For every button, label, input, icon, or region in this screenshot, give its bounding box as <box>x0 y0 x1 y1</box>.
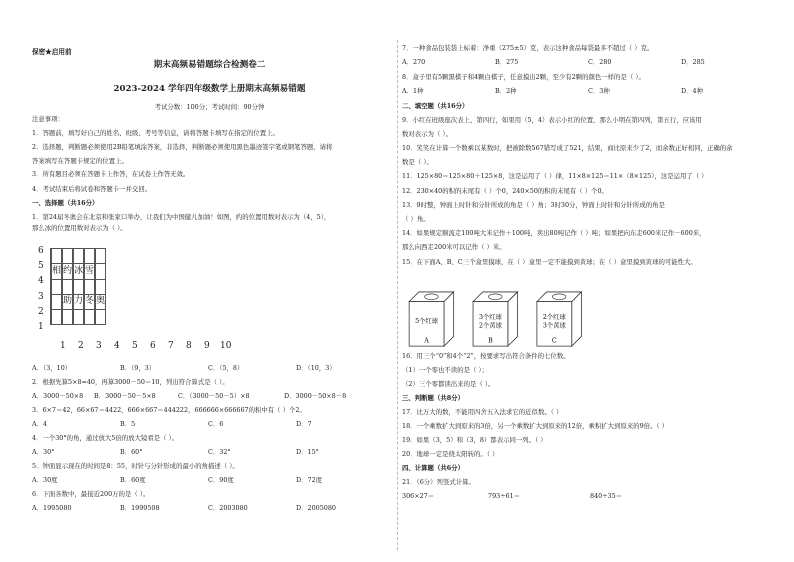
x-axis-label: 8 <box>186 341 192 351</box>
option[interactable]: C．32° <box>208 448 231 456</box>
option[interactable]: D．72度 <box>296 476 323 484</box>
box-c-content: 3个黄球 <box>542 322 566 330</box>
box-b-content: 2个黄球 <box>479 322 502 330</box>
grid-char: 奥 <box>96 294 106 309</box>
x-axis-label: 3 <box>96 341 102 351</box>
section-heading: 一、选择题（共16分） <box>32 199 99 207</box>
exam-title: 期末高频易错题综合检测卷二 <box>153 60 266 70</box>
question-text: 14．如果规定顺流走100吨大米记作＋100吨，卖出80吨记作（ ）吨；如果把向东走600米记作－600米， <box>402 229 706 237</box>
option[interactable]: A．1种 <box>402 87 424 95</box>
box-b-label: B <box>488 337 493 345</box>
option[interactable]: A．3000－50×8 <box>32 392 84 400</box>
question-text: 15．在下面A、B、C三个盒里摸球，在（ ）盒里一定不能摸到黄球；在（ ）盒里摸到黄球的可能性大。 <box>402 258 697 266</box>
confidential-label: 保密★启用前 <box>32 48 72 56</box>
option[interactable]: B．3000－50－5×8 <box>94 392 156 400</box>
question-text: 3．6×7＝42，66×67＝4422，666×667＝444222，666666×666667的积中有（ ）个2。 <box>32 406 306 414</box>
q1-options <box>32 364 387 372</box>
x-axis-label: 10 <box>220 341 232 351</box>
option[interactable]: D．7 <box>296 420 312 428</box>
box-a-label: A <box>424 337 429 345</box>
q7-options <box>402 58 774 66</box>
option[interactable]: D．4种 <box>681 87 703 95</box>
option[interactable]: A．4 <box>32 420 48 428</box>
y-axis-label: 3 <box>38 292 44 302</box>
y-axis-label: 5 <box>38 261 44 271</box>
option[interactable]: C．（5，8） <box>208 364 244 372</box>
x-axis-label: 2 <box>78 341 84 351</box>
option[interactable]: B．60° <box>120 448 143 456</box>
question-text: 11．125×80＝125×80＋125×8，这是运用了（ ）律，11×8×125＝11×（8×125），这是运用了（ ） <box>402 172 708 180</box>
question-text: 4．一个30°的角，通过放大5倍的放大镜看是（ ）。 <box>32 434 179 442</box>
grid-char: 冬 <box>85 294 95 309</box>
question-text: （1）一个零也不读的是（ ）； <box>402 366 488 374</box>
question-text: 8．盒子里有5颗黑棋子和4颗白棋子，任意摸出2颗，至少有2颗的颜色一样的是（ ）。 <box>402 73 645 81</box>
y-axis-label: 6 <box>38 246 44 256</box>
q8-options <box>402 87 774 95</box>
option[interactable]: D．3000－50×8－8 <box>284 392 347 400</box>
option[interactable]: B．5 <box>120 420 136 428</box>
calc-item: 793÷61＝ <box>488 492 521 500</box>
grid-table <box>50 248 106 325</box>
note-item: 2．选择题，判断题必须使用2B铅笔填涂答案，非选择，判断题必须使用黑色墨迹签字笔或钢笔答题，请将 <box>32 143 333 151</box>
option[interactable]: D．（10，3） <box>296 364 336 372</box>
question-text: 12．230×40的积的末尾有（ ）个0，240×50的积的末尾有（ ）个0。 <box>402 187 608 195</box>
box-a <box>409 292 454 346</box>
option[interactable]: C．3种 <box>588 87 610 95</box>
notes-heading: 注意事项： <box>32 115 64 123</box>
x-axis-label: 9 <box>204 341 210 351</box>
note-item: 3．所有题目必须在答题卡上作答，在试卷上作答无效。 <box>32 170 190 178</box>
option[interactable]: A．270 <box>402 58 426 66</box>
box-a-content: 5个红球 <box>415 317 439 325</box>
x-axis-label: 1 <box>60 341 66 351</box>
question-text: 数对表示为（ ）。 <box>402 130 452 138</box>
question-text: （ ）角。 <box>402 215 430 223</box>
question-text: 9．小红在班级座次表上，第四行，如果用（5，4）表示小红的位置，那么小明在第四列，第五行，应该用 <box>402 116 702 124</box>
question-text: 17．比万大的数，不能用四舍五入法求它的近似数。（ ） <box>402 408 563 416</box>
exam-info: 考试分数：100分；考试时间：90分钟 <box>154 103 265 111</box>
grid-char: 力 <box>74 294 84 309</box>
note-item: 1．答题前，填写好自己的姓名、班级、考号等信息，请将答题卡填写在指定的位置上。 <box>32 129 279 137</box>
y-axis-label: 2 <box>38 307 44 317</box>
option[interactable]: D．2005080 <box>296 504 336 512</box>
question-text: 6．下面各数中，最接近200万的是（ ）。 <box>32 490 150 498</box>
q6-options <box>32 504 387 512</box>
y-axis-label: 1 <box>38 322 44 332</box>
x-axis-label: 7 <box>168 341 174 351</box>
q4-options <box>32 448 387 456</box>
box-b <box>473 292 518 346</box>
grid-char: 助 <box>63 294 73 309</box>
q5-options <box>32 476 387 484</box>
note-item: 答案填写在答题卡规定的位置上。 <box>32 157 128 165</box>
option[interactable]: C．6 <box>208 420 224 428</box>
option[interactable]: C．（3000－50－5）×8 <box>178 392 250 400</box>
question-text: 20．地球一定是绕太阳转的。（ ） <box>402 450 499 458</box>
exam-subtitle: 2023-2024 学年四年级数学上册期末高频易错题 <box>113 84 306 94</box>
section-heading: 四、计算题（共6分） <box>402 464 464 472</box>
option[interactable]: C．2003080 <box>208 504 248 512</box>
calc-item: 840÷35＝ <box>590 492 623 500</box>
option[interactable]: A．30度 <box>32 476 58 484</box>
q2-options <box>32 392 387 400</box>
x-axis-label: 6 <box>150 341 156 351</box>
option[interactable]: A．30° <box>32 448 55 456</box>
option[interactable]: B．275 <box>495 58 519 66</box>
option[interactable]: C．90度 <box>208 476 234 484</box>
y-axis-label: 4 <box>38 276 44 286</box>
question-text: 19．如果（3，5）和（3，8）都表示同一列。（ ） <box>402 436 547 444</box>
question-text: 那么冰的位置用数对表示为（ ）。 <box>32 224 127 232</box>
option[interactable]: A．（3，10） <box>32 364 72 372</box>
option[interactable]: D．285 <box>681 58 705 66</box>
question-text: （2）三个零都读出来的是（ ）。 <box>402 380 495 388</box>
note-item: 4．考试结束后将试卷和答题卡一并交回。 <box>32 185 152 193</box>
option[interactable]: B．（9，3） <box>120 364 156 372</box>
option[interactable]: D．15° <box>296 448 319 456</box>
question-text: 1．第24届冬奥会在北京和张家口举办，让我们为中国健儿加油！如图，约的位置用数对表示为（4，5）， <box>32 213 331 221</box>
question-text: 16．用三个“0”和4个“2”，按要求写出符合条件的七位数。 <box>402 352 570 360</box>
box-c-label: C <box>551 337 557 345</box>
option[interactable]: C．280 <box>588 58 612 66</box>
calc-item: 306×27＝ <box>402 492 435 500</box>
box-b-content: 3个红球 <box>479 314 502 322</box>
grid-char: 雪 <box>85 264 95 279</box>
ball-boxes-figure <box>404 290 604 350</box>
calc-row <box>402 492 774 500</box>
question-text: 那么向西走200米可以记作（ ）米。 <box>402 243 506 251</box>
question-text: 2．根据先算5×8=40，再算3000－50＝10，列出符合算式是（ ）。 <box>32 378 229 386</box>
x-axis-label: 5 <box>132 341 138 351</box>
question-text: 13．9时整，钟面上时针和分针所成的角是（ ）角；3时30分，钟面上时针和分针所成的角是 <box>402 201 665 209</box>
box-c <box>537 292 582 346</box>
option[interactable]: A．1995080 <box>32 504 72 512</box>
grid-char: 冰 <box>74 264 84 279</box>
question-text: 数是（ ）。 <box>402 158 433 166</box>
q3-options <box>32 420 387 428</box>
section-heading: 二、填空题（共16分） <box>402 102 469 110</box>
question-text: 5．钟面显示现在的时间是8：55，时针与分针形成的最小的角描述（ ）。 <box>32 462 239 470</box>
question-text: 21．（6分）列竖式计算。 <box>402 478 475 486</box>
option[interactable]: B．2种 <box>495 87 517 95</box>
option[interactable]: B．1999508 <box>120 504 160 512</box>
question-text: 10．笑笑在计算一个数乘以某数时，把被除数567错写成了521，结果，商比原来少了2，而余数正好相同，正确的余 <box>402 144 733 152</box>
x-axis-label: 4 <box>114 341 120 351</box>
section-heading: 三、判断题（共8分） <box>402 394 464 402</box>
question-text: 18．一个乘数扩大到原来的3倍，另一个乘数扩大到原来的12倍，乘积扩大到原来的9倍。（ ） <box>402 422 669 430</box>
box-c-content: 2个红球 <box>542 314 566 322</box>
grid-char: 约 <box>63 264 73 279</box>
grid-char: 相 <box>52 264 62 279</box>
question-text: 7．一种食品包装袋上标着：净重（275±5）克，表示这种食品每袋最多不超过（ ）克。 <box>402 44 654 52</box>
option[interactable]: B．60度 <box>120 476 146 484</box>
column-divider <box>397 40 398 550</box>
